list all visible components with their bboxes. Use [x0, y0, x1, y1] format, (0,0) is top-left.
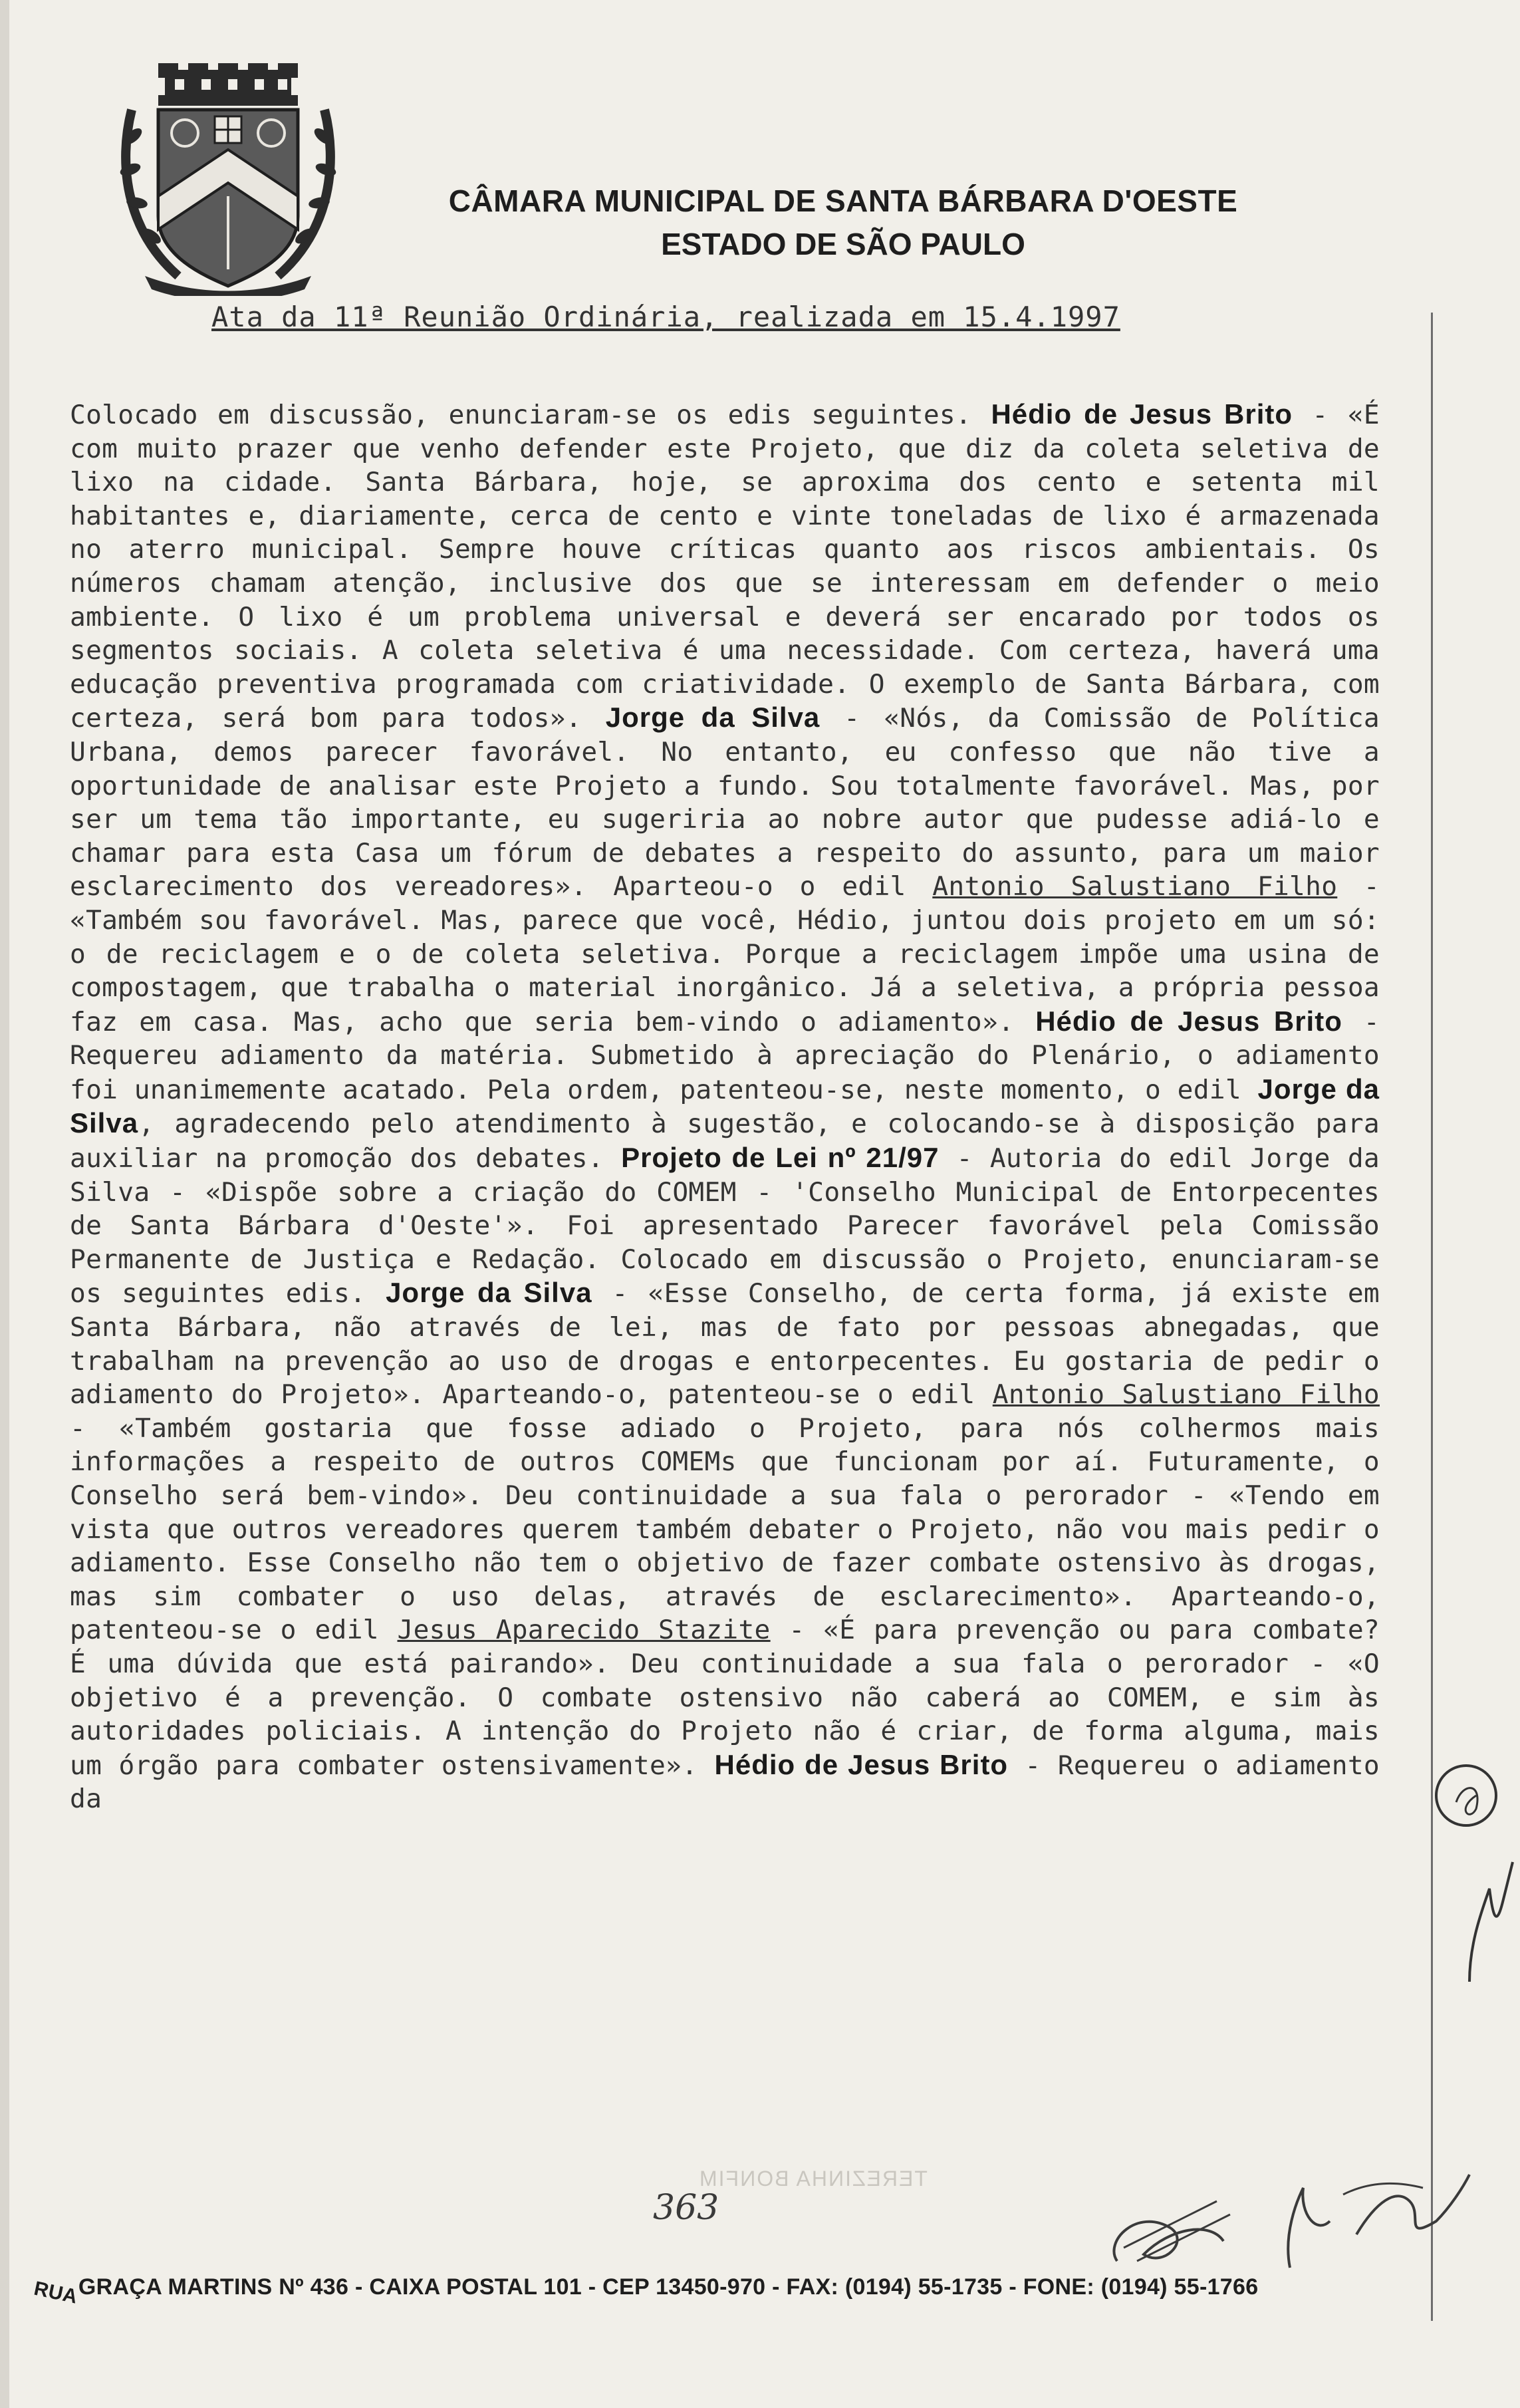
footer-address [32, 2274, 1259, 2308]
speaker-name: Hédio de Jesus Brito [1035, 1005, 1342, 1037]
body-text: - Requereu adiamento da matéria. Submetido à apreciação do Plenário, o adiamento foi unanimemente acatado. Pela ordem, patenteou-se, neste momento, o edil [70, 1006, 1380, 1105]
institution-name: CÂMARA MUNICIPAL DE SANTA BÁRBARA D'OESTE [448, 184, 1238, 218]
body-text: - Autoria do edil Jorge da Silva - «Dispõe sobre a criação do COMEM - 'Conselho Municipal de Entorpecentes de Santa Bárbara d'Oeste'». Foi apresentado Parecer favorável pela Comissão Permanente de Justiça e Redação. Colocado em discussão o Projeto, enunciaram-se os seguintes edis. [70, 1143, 1380, 1309]
page-number: 363 [653, 2188, 719, 2228]
bill-number: Projeto de Lei nº 21/97 [621, 1142, 940, 1174]
body-text: Colocado em discussão, enunciaram-se os edis seguintes. [70, 400, 991, 430]
footer-contact: GRAÇA MARTINS Nº 436 - CAIXA POSTAL 101 - CEP 13450-970 - FAX: (0194) 55-1735 - FONE: (0194) 55-1766 [78, 2274, 1259, 2300]
body-text: - «Nós, da Comissão de Política Urbana, demos parecer favorável. No entanto, eu confesso que não tive a oportunidade de analisar este Projeto a fundo. Sou totalmente favorável. Mas, por ser um tema tão importante, eu sugeriria ao nobre autor que pudesse adiá-lo e chamar para esta Casa um fórum de debates a respeito do assunto, para um maior esclarecimento dos vereadores». Aparteou-o o edil [70, 703, 1380, 902]
faded-stamp: TEREZINHA BONFIM [698, 2167, 928, 2191]
body-text: - «É com muito prazer que venho defender este Projeto, que diz da coleta seletiva de lixo na cidade. Santa Bárbara, hoje, se aproxima dos cento e setenta mil habitantes e, diariamente, cerca de cento e vinte toneladas de lixo é armazenada no aterro municipal. Sempre houve críticas quanto aos riscos ambientais. Os números chamam atenção, inclusive dos que se interessam em defender o meio ambiente. O lixo é um problema universal e deverá ser encarado por todos os segmentos sociais. A coleta seletiva é uma necessidade. Com certeza, haverá uma educação preventiva programada com criatividade. O exemplo de Santa Bárbara, com certeza, será bom para todos». [70, 400, 1380, 734]
speaker-name: Hédio de Jesus Brito [991, 398, 1293, 430]
margin-initials [1430, 1756, 1516, 2008]
scan-edge [0, 0, 9, 2408]
speaker-name: Jorge da Silva [386, 1277, 592, 1309]
footer-rua: RUA [32, 2277, 80, 2308]
underlined-name: Antonio Salustiano Filho [992, 1379, 1380, 1410]
speaker-name: Jorge da Silva [70, 1073, 1380, 1139]
margin-rule [1431, 313, 1433, 2321]
speaker-name: Jorge da Silva [605, 702, 821, 734]
body-text: - Requereu o adiamento da [70, 1750, 1380, 1815]
body-text: - «Também sou favorável. Mas, parece que você, Hédio, juntou dois projeto em um só: o de reciclagem e o de coleta seletiva. Porque a reciclagem impõe uma usina de compostagem, que trabalha o material inorgânico. Já a seletiva, a própria pessoa faz em casa. Mas, acho que seria bem-vindo o adiamento». [70, 871, 1380, 1037]
body-text: - «Esse Conselho, de certa forma, já existe em Santa Bárbara, não através de lei, mas de fato por pessoas abnegadas, que trabalham na prevenção ao uso de drogas e entorpecentes. Eu gostaria de pedir o adiamento do Projeto». Aparteando-o, patenteou-se o edil [70, 1278, 1380, 1410]
speaker-name: Hédio de Jesus Brito [714, 1748, 1009, 1780]
body-text: , agradecendo pelo atendimento à sugestão, e colocando-se à disposição para auxiliar na promoção dos debates. [70, 1109, 1380, 1174]
underlined-name: Antonio Salustiano Filho [932, 871, 1338, 902]
body-text: - «Também gostaria que fosse adiado o Projeto, para nós colhermos mais informações a respeito de outros COMEMs que funcionam por aí. Futuramente, o Conselho será bem-vindo». Deu continuidade a sua fala o perorador - «Tendo em vista que outros vereadores querem também debater o Projeto, não vou mais pedir o adiamento. Esse Conselho não tem o objetivo de fazer combate ostensivo às drogas, mas sim combater o uso delas, através de esclarecimento». Aparteando-o, patenteou-se o edil [70, 1412, 1380, 1646]
body-text: - «É para prevenção ou para combate? É uma dúvida que está pairando». Deu continuidade a sua fala o perorador - «O objetivo é a prevenção. O combate ostensivo não caberá ao COMEM, e sim às autoridades policiais. A intenção do Projeto não é criar, de forma alguma, mais um órgão para combater ostensivamente». [70, 1615, 1380, 1781]
signature-scribble [1064, 2161, 1476, 2281]
minutes-title: Ata da 11ª Reunião Ordinária, realizada em 15.4.1997 [211, 301, 1120, 333]
underlined-name: Jesus Aparecido Stazite [397, 1615, 771, 1646]
minutes-body [70, 398, 1380, 1816]
state-name: ESTADO DE SÃO PAULO [661, 227, 1025, 261]
